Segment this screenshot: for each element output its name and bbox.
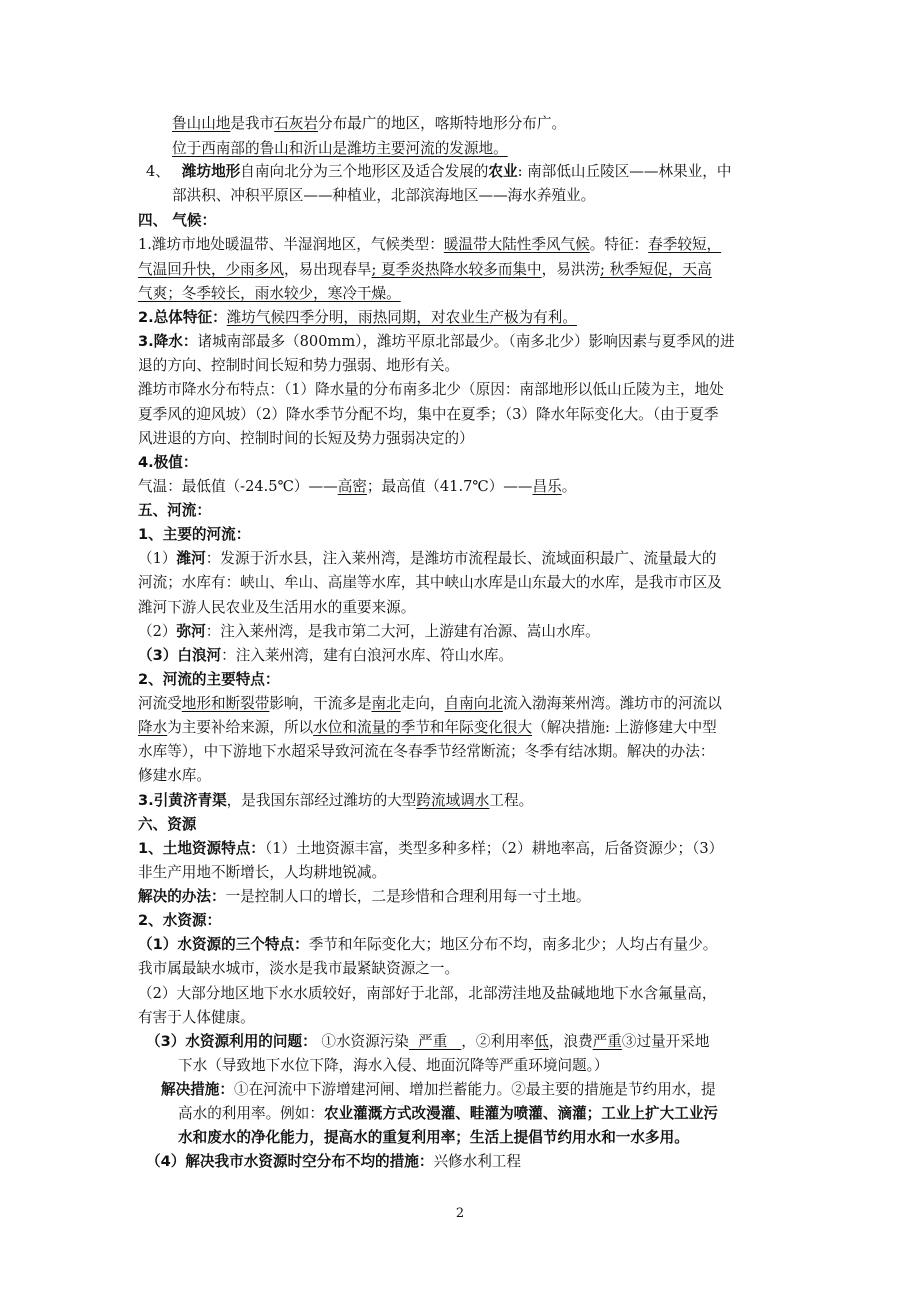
text-line: （3）白浪河：注入莱州湾，建有白浪河水库、符山水库。	[138, 647, 514, 664]
section-heading: 四、 气候：	[138, 212, 217, 229]
text-line: 1、主要的河流：	[138, 526, 251, 543]
text-line: 部洪积、冲积平原区——种植业，北部滨海地区——海水养殖业。	[172, 187, 596, 204]
text-line: 水库等），中下游地下水超采导致河流在冬春季节经常断流；冬季有结冰期。解决的办法：	[138, 743, 715, 760]
text-line: 修建水库。	[138, 767, 211, 784]
text-line: 气温：最低值（-24.5℃）——高密；最高值（41.7℃）——昌乐。	[138, 478, 577, 495]
text-line: 位于西南部的鲁山和沂山是潍坊主要河流的发源地。	[172, 140, 508, 157]
text-line: （3）水资源利用的问题： ①水资源污染 严重 ，②利用率低，浪费严重③过量开采地	[146, 1033, 710, 1050]
text-line: （2）弥河：注入莱州湾，是我市第二大河，上游建有冶源、嵩山水库。	[138, 623, 600, 640]
text-line: 气温回升快，少雨多风，易出现春旱; 夏季炎热降水较多而集中，易洪涝; 秋季短促，天高	[138, 261, 712, 278]
text-line: （2）大部分地区地下水水质较好，南部好于北部，北部涝洼地及盐碱地地下水含氟量高，	[138, 985, 717, 1002]
text-line: 夏季风的迎风坡）（2）降水季节分配不均，集中在夏季；（3）降水年际变化大。（由于夏季	[138, 406, 719, 423]
text-line: 下水（导致地下水位下降，海水入侵、地面沉降等严重环境问题。）	[178, 1057, 609, 1074]
page-number: 2	[455, 1206, 465, 1221]
text-line: （1）潍河：发源于沂水县，注入莱州湾，是潍坊市流程最长、流域面积最广、流量最大的	[138, 550, 717, 567]
text-line: 有害于人体健康。	[138, 1009, 255, 1026]
section-heading: 五、河流：	[138, 502, 211, 519]
text-line: （4）解决我市水资源时空分布不均的措施：兴修水利工程	[146, 1153, 522, 1170]
text-line: 潍坊市降水分布特点：（1）降水量的分布南多北少（原因：南部地形以低山丘陵为主，地处	[138, 381, 724, 398]
text-line: 鲁山山地是我市石灰岩分布最广的地区，喀斯特地形分布广。	[172, 115, 567, 132]
text-line: 高水的利用率。例如：农业灌溉方式改漫灌、畦灌为喷灌、滴灌；工业上扩大工业污	[178, 1105, 719, 1122]
text-line: 风进退的方向、控制时间的长短及势力强弱决定的）	[138, 430, 474, 447]
text-line: 4、 潍坊地形自南向北分为三个地形区及适合发展的农业: 南部低山丘陵区——林果业，中	[146, 163, 732, 180]
text-line: 退的方向、控制时间长短和势力强弱、地形有关。	[138, 357, 460, 374]
text-line: 解决措施：①在河流中下游增建河闸、增加拦蓄能力。②最主要的措施是节约用水，提	[161, 1081, 716, 1098]
text-line: 3.引黄济青渠，是我国东部经过潍坊的大型跨流域调水工程。	[138, 792, 534, 809]
text-line: 水和废水的净化能力，提高水的重复利用率；生活上提倡节约用水和一水多用。	[178, 1129, 689, 1146]
text-line: 非生产用地不断增长，人均耕地锐减。	[138, 864, 387, 881]
text-line: 2、水资源：	[138, 912, 222, 929]
text-line: 2.总体特征：潍坊气候四季分明，雨热同期，对农业生产极为有利。	[138, 309, 577, 326]
text-line: 河流；水库有：峡山、牟山、高崖等水库，其中峡山水库是山东最大的水库，是我市市区及	[138, 574, 722, 591]
text-line: （1）水资源的三个特点：季节和年际变化大；地区分布不均，南多北少；人均占有量少。	[138, 936, 718, 953]
text-line: 潍河下游人民农业及生活用水的重要来源。	[138, 599, 416, 616]
text-line: 我市属最缺水城市，淡水是我市最紧缺资源之一。	[138, 960, 460, 977]
text-line: 河流受地形和断裂带影响，干流多是南北走向，自南向北流入渤海莱州湾。潍坊市的河流以	[138, 695, 722, 712]
text-line: 2、河流的主要特点：	[138, 671, 280, 688]
section-heading: 六、资源	[138, 816, 197, 833]
text-line: 1.潍坊市地处暖温带、半湿润地区，气候类型：暖温带大陆性季风气候。特征：春季较短，	[138, 236, 722, 253]
text-line: 4.极值：	[138, 454, 198, 471]
text-line: 降水为主要补给来源，所以水位和流量的季节和年际变化很大（解决措施: 上游修建大中型	[138, 719, 717, 736]
text-line: 1、土地资源特点：（1）土地资源丰富，类型多种多样；（2）耕地率高，后备资源少；（3）	[138, 840, 724, 857]
text-line: 解决的办法：一是控制人口的增长，二是珍惜和合理利用每一寸土地。	[138, 888, 591, 905]
text-line: 气爽；冬季较长，雨水较少，寒冷干燥。	[138, 285, 401, 302]
text-line: 3.降水：诸城南部最多（800mm），潍坊平原北部最少。（南多北少）影响因素与夏季风的进	[138, 333, 735, 350]
